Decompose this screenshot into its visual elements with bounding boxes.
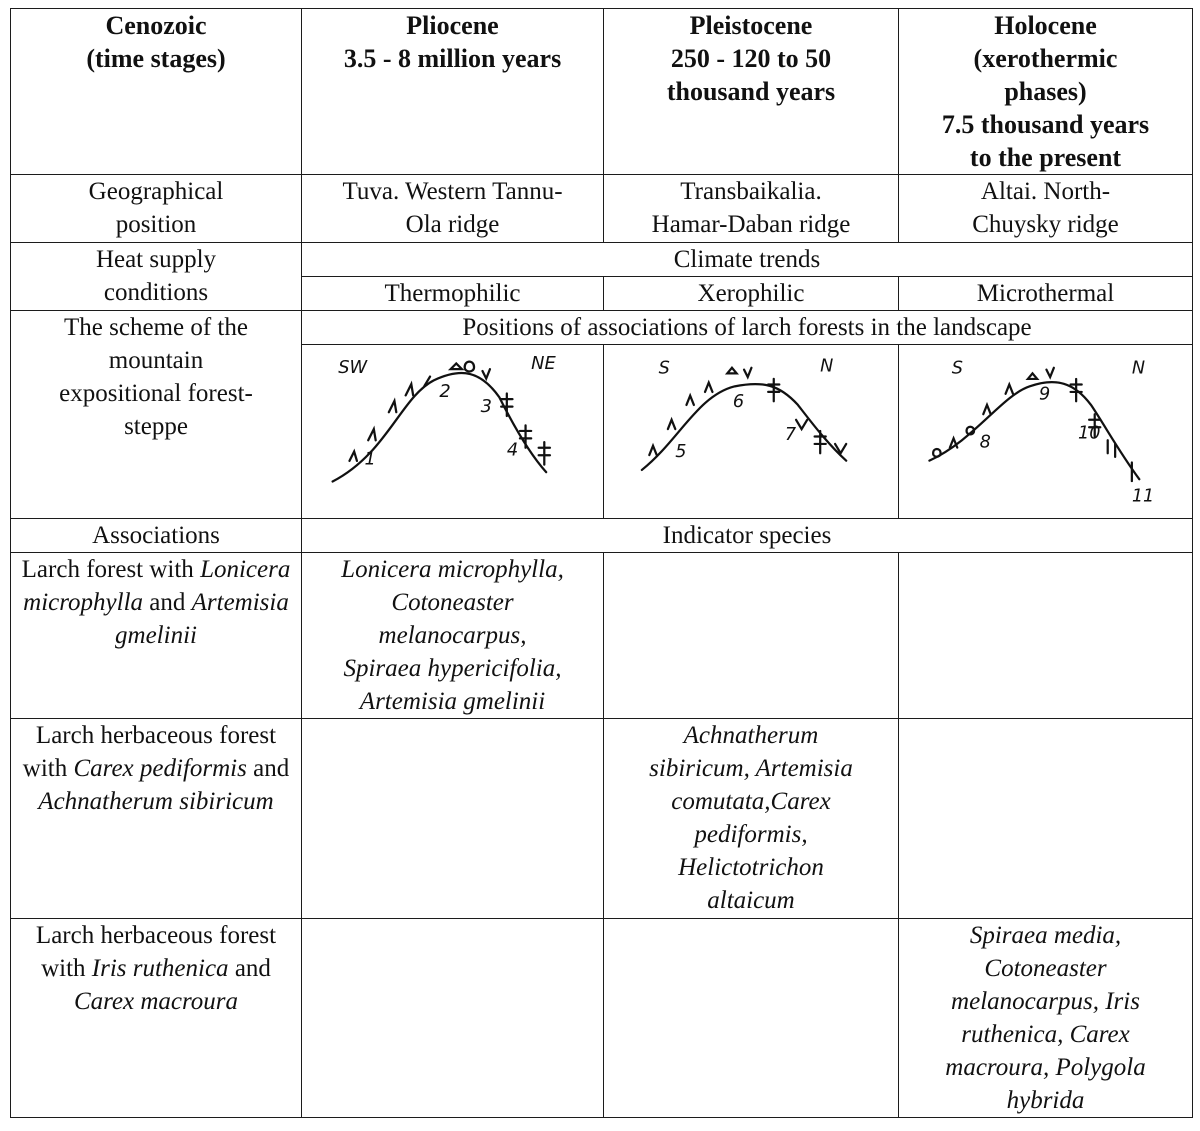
- association-row: [11, 719, 1193, 919]
- geo-row: [11, 175, 1193, 243]
- header-cenozoic: Cenozoic (time stages): [11, 9, 302, 175]
- scheme-pliocene: [302, 345, 604, 519]
- sketch-dir-left: S: [951, 358, 963, 379]
- geo-label: Geographical position: [11, 175, 302, 243]
- sketch-dir-right: NE: [531, 353, 556, 375]
- sketch-dir-left: SW: [338, 356, 368, 378]
- tree-symbol: [705, 383, 712, 392]
- shrub-symbol: [933, 449, 940, 457]
- sketch-mark-2: 2: [439, 381, 451, 403]
- tree-symbol: [349, 452, 356, 461]
- heat-label: Heat supply conditions: [11, 243, 302, 311]
- paleo-larch-table: [10, 8, 1193, 1118]
- sketch-mark-3: 3: [480, 396, 492, 418]
- association-name: Larch herbaceous forest with Carex pediformis and Achnatherum sibiricum: [11, 719, 302, 919]
- scheme-pleistocene: [604, 345, 899, 519]
- climate-trends: Climate trends: [302, 243, 1193, 277]
- associations-label: Associations: [11, 519, 302, 553]
- scheme-row-1: [11, 311, 1193, 345]
- indicator-pliocene: [302, 919, 604, 1118]
- tree-symbol: [1046, 368, 1053, 377]
- indicator-pleistocene: Achnatherum sibiricum, Artemisia comutata,Carex pediformis, Helictotrichon altaicum: [604, 719, 899, 919]
- tree-symbol: [796, 420, 807, 429]
- sketch-mark-4: 4: [506, 439, 519, 461]
- association-row: [11, 919, 1193, 1118]
- geo-pliocene: Tuva. Western Tannu- Ola ridge: [302, 175, 604, 243]
- tree-symbol: [668, 420, 675, 429]
- sketch-dir-left: S: [658, 358, 670, 379]
- tree-symbol: [744, 368, 751, 377]
- pleistocene-slope-sketch: [614, 345, 888, 515]
- sketch-mark-10: 10: [1078, 423, 1101, 444]
- indicator-pleistocene: [604, 553, 899, 719]
- sketch-mark-6: 6: [732, 391, 745, 412]
- sketch-mark-7: 7: [784, 425, 797, 446]
- sketch-dir-right: N: [1131, 358, 1146, 379]
- tree-symbol: [406, 384, 413, 395]
- shrub-symbol: [451, 363, 462, 369]
- pliocene-slope-sketch: [312, 345, 593, 515]
- holocene-slope-sketch: [909, 345, 1182, 515]
- indicator-species-label: Indicator species: [302, 519, 1193, 553]
- scheme-positions: Positions of associations of larch forests in the landscape: [302, 311, 1193, 345]
- header-pleistocene: Pleistocene 250 - 120 to 50 thousand years: [604, 9, 899, 175]
- scheme-label: The scheme of the mountain expositional forest- steppe: [11, 311, 302, 519]
- indicator-pliocene: [302, 719, 604, 919]
- scheme-holocene: [899, 345, 1193, 519]
- shrub-symbol: [1028, 373, 1037, 379]
- indicator-pleistocene: [604, 919, 899, 1118]
- heat-pliocene: Thermophilic: [302, 277, 604, 311]
- shrub-symbol: [727, 368, 736, 374]
- geo-holocene: Altai. North- Chuysky ridge: [899, 175, 1193, 243]
- sketch-mark-11: 11: [1131, 486, 1155, 507]
- heat-row-1: [11, 243, 1193, 277]
- sketch-mark-8: 8: [979, 432, 991, 453]
- tree-symbol: [482, 369, 489, 378]
- heat-holocene: Microthermal: [899, 277, 1193, 311]
- indicator-holocene: [899, 553, 1193, 719]
- tree-symbol: [368, 429, 375, 440]
- mountain-profile: [929, 382, 1139, 479]
- sketch-mark-5: 5: [675, 441, 687, 462]
- sketch-dir-right: N: [820, 356, 834, 377]
- indicator-holocene: [899, 719, 1193, 919]
- indicator-holocene: Spiraea media, Cotoneaster melanocarpus, Iris ruthenica, Carex macroura, Polygola hybrida: [899, 919, 1193, 1118]
- association-row: [11, 553, 1193, 719]
- sketch-mark-9: 9: [1039, 384, 1051, 405]
- tree-symbol: [389, 401, 396, 412]
- tree-symbol: [983, 405, 990, 414]
- heat-pleistocene: Xerophilic: [604, 277, 899, 311]
- header-holocene: Holocene (xerothermic phases) 7.5 thousand years to the present: [899, 9, 1193, 175]
- association-name: Larch herbaceous forest with Iris ruthenica and Carex macroura: [11, 919, 302, 1118]
- tree-symbol: [686, 396, 693, 405]
- shrub-symbol: [465, 362, 474, 372]
- tree-symbol: [649, 446, 656, 455]
- associations-header-row: [11, 519, 1193, 553]
- association-name: Larch forest with Lonicera microphylla and Artemisia gmelinii: [11, 553, 302, 719]
- indicator-pliocene: Lonicera microphylla, Cotoneaster melanocarpus, Spiraea hypericifolia, Artemisia gmelinii: [302, 553, 604, 719]
- geo-pleistocene: Transbaikalia. Hamar-Daban ridge: [604, 175, 899, 243]
- header-pliocene: Pliocene 3.5 - 8 million years: [302, 9, 604, 175]
- tree-symbol: [1006, 385, 1013, 394]
- sketch-mark-1: 1: [364, 448, 376, 470]
- header-row: [11, 9, 1193, 175]
